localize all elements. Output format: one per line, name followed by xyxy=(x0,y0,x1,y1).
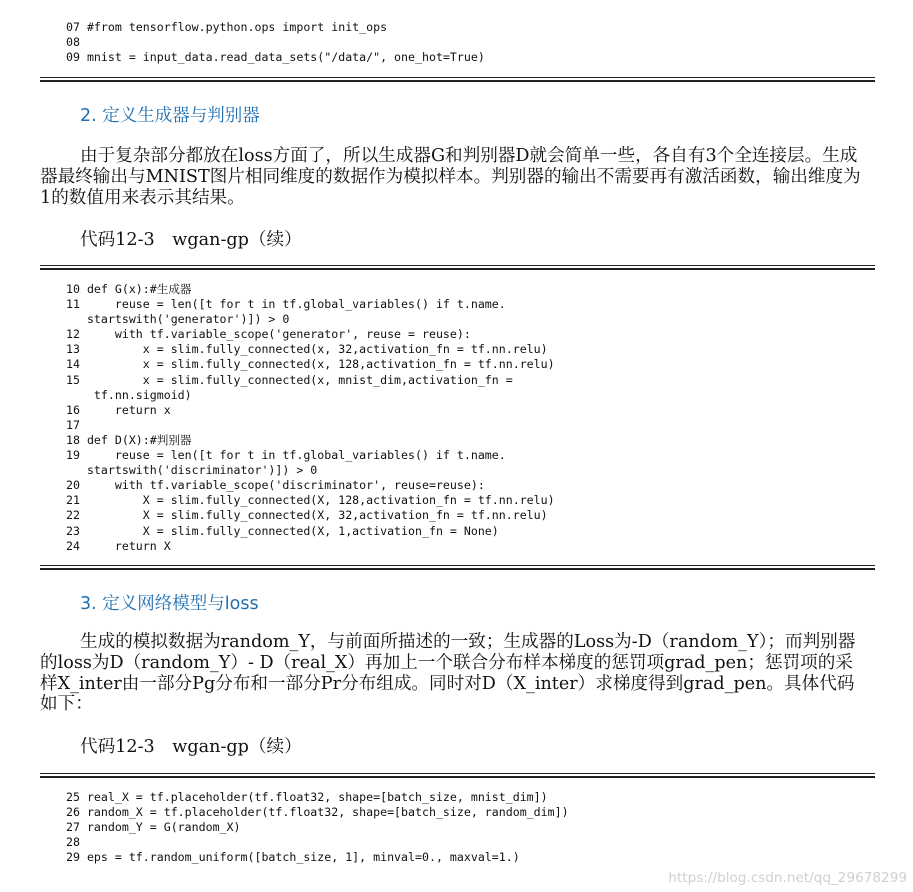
code-line: 15 x = slim.fully_connected(x, mnist_dim,activation_fn = xyxy=(66,372,513,387)
code-line: 09 mnist = input_data.read_data_sets("/data/", one_hot=True) xyxy=(66,50,485,65)
code-line: tf.nn.sigmoid) xyxy=(66,387,192,402)
code-block-2 xyxy=(66,282,886,554)
code-line: 13 x = slim.fully_connected(x, 32,activation_fn = tf.nn.relu) xyxy=(66,342,548,357)
code-line: startswith('generator')]) > 0 xyxy=(66,312,290,327)
code-caption: 代码12-3 wgan-gp（续） xyxy=(80,737,302,757)
code-caption: 代码12-3 wgan-gp（续） xyxy=(80,230,302,250)
section-paragraph-network-loss: 生成的模拟数据为random_Y，与前面所描述的一致；生成器的Loss为-D（random_Y）；而判别器的loss为D（random_Y）- D（real_X）再加上一个联合分布样本梯度的惩罚项grad_pen；惩罚项的采样X_inter由一部分Pg分布和一部分Pr分布组成。同时对D（X_inter）求梯度得到grad_pen。具体代码如下： xyxy=(40,632,856,715)
code-line: 27 random_Y = G(random_X) xyxy=(66,820,241,835)
code-line: 29 eps = tf.random_uniform([batch_size, 1], minval=0., maxval=1.) xyxy=(66,850,520,865)
code-line: 23 X = slim.fully_connected(X, 1,activation_fn = None) xyxy=(66,523,499,538)
section-heading-generator-discriminator: 2. 定义生成器与判别器 xyxy=(80,106,260,126)
code-line: 24 return X xyxy=(66,538,171,553)
code-line: 21 X = slim.fully_connected(X, 128,activation_fn = tf.nn.relu) xyxy=(66,493,555,508)
code-block-3 xyxy=(66,790,886,865)
section-paragraph-generator-discriminator: 由于复杂部分都放在loss方面了，所以生成器G和判别器D就会简单一些，各自有3个全连接层。生成器最终输出与MNIST图片相同维度的数据作为模拟样本。判别器的输出不需要再有激活函数，输出维度为1的数值用来表示其结果。 xyxy=(40,146,861,208)
code-line: 19 reuse = len([t for t in tf.global_variables() if t.name. xyxy=(66,448,506,463)
code-line: 20 with tf.variable_scope('discriminator', reuse=reuse): xyxy=(66,478,485,493)
watermark-url: https://blog.csdn.net/qq_29678299 xyxy=(668,870,907,886)
code-line: 14 x = slim.fully_connected(x, 128,activation_fn = tf.nn.relu) xyxy=(66,357,555,372)
code-line: 11 reuse = len([t for t in tf.global_variables() if t.name. xyxy=(66,297,506,312)
code-line: 12 with tf.variable_scope('generator', reuse = reuse): xyxy=(66,327,471,342)
code-line: 28 xyxy=(66,835,80,850)
code-line: 07 #from tensorflow.python.ops import init_ops xyxy=(66,20,388,34)
divider xyxy=(40,265,875,270)
code-line: 08 xyxy=(66,35,80,50)
code-line: 26 random_X = tf.placeholder(tf.float32, shape=[batch_size, random_dim]) xyxy=(66,805,569,820)
section-heading-network-loss: 3. 定义网络模型与loss xyxy=(80,594,259,614)
code-line: startswith('discriminator')]) > 0 xyxy=(66,463,318,478)
divider xyxy=(40,565,875,570)
code-line: 22 X = slim.fully_connected(X, 32,activation_fn = tf.nn.relu) xyxy=(66,508,548,523)
divider xyxy=(40,77,875,82)
divider xyxy=(40,773,875,778)
code-line: 25 real_X = tf.placeholder(tf.float32, shape=[batch_size, mnist_dim]) xyxy=(66,790,548,804)
code-line: 16 return x xyxy=(66,402,171,417)
code-line: 18 def D(X):#判别器 xyxy=(66,432,192,447)
code-line: 10 def G(x):#生成器 xyxy=(66,282,192,296)
code-block-1 xyxy=(66,20,886,65)
code-line: 17 xyxy=(66,417,80,432)
